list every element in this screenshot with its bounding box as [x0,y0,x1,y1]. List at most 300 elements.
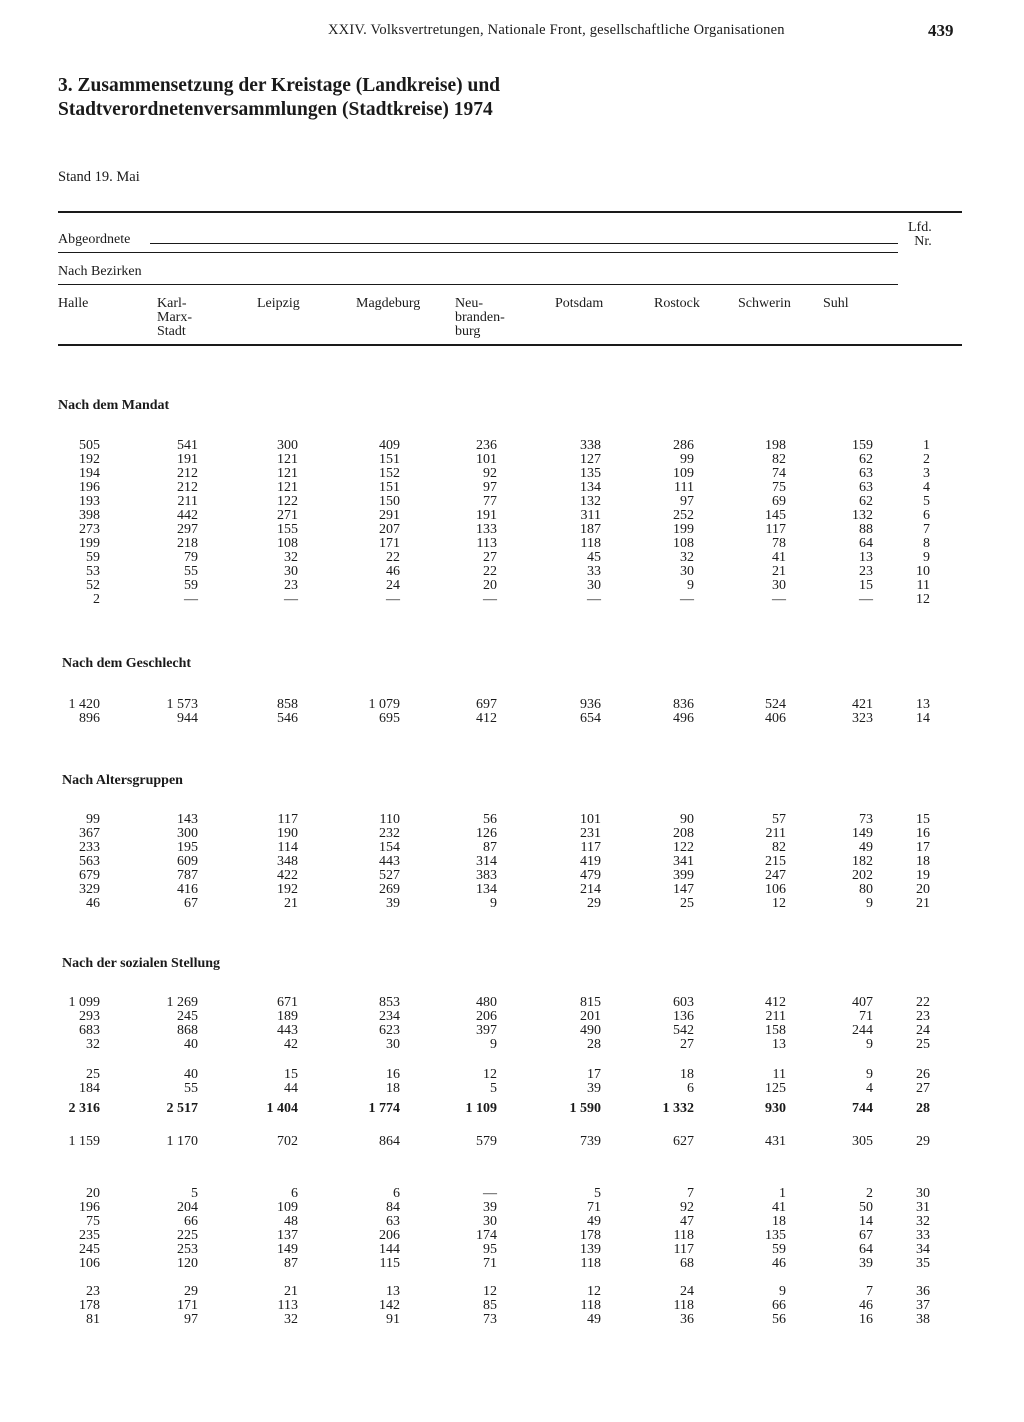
table-cell: 55 [184,1081,198,1096]
table-cell: 24 [386,578,400,593]
table-cell: 27 [483,550,497,565]
table-row [0,1102,1024,1116]
table-cell: — [680,592,694,607]
table-cell: 155 [277,522,298,537]
table-cell: 182 [852,854,873,869]
table-cell: 1 159 [68,1134,100,1149]
table-cell: 9 [779,1284,786,1299]
table-cell: 329 [79,882,100,897]
section-title: Nach dem Mandat [58,398,170,413]
table-cell: 118 [580,1298,601,1313]
table-row [0,827,1024,841]
table-cell: 18 [772,1214,786,1229]
table-cell: 20 [86,1186,100,1201]
table-cell: 744 [852,1101,873,1116]
table-cell: 5 [191,1186,198,1201]
table-cell: 253 [177,1242,198,1257]
lfd-nr-cell: 21 [916,896,930,911]
table-row [0,883,1024,897]
table-cell: 22 [483,564,497,579]
table-cell: 199 [79,536,100,551]
table-cell: — [284,592,298,607]
table-cell: 236 [476,438,497,453]
table-cell: 269 [379,882,400,897]
table-cell: 1 099 [68,995,100,1010]
table-cell: 11 [772,1067,786,1082]
table-cell: 106 [765,882,786,897]
table-cell: 151 [379,480,400,495]
table-cell: 30 [772,578,786,593]
table-cell: 28 [587,1037,601,1052]
table-cell: 235 [79,1228,100,1243]
table-cell: 150 [379,494,400,509]
lfd-nr-cell: 11 [916,578,930,593]
table-cell: 30 [483,1214,497,1229]
table-cell: 16 [386,1067,400,1082]
lfd-nr-cell: 23 [916,1009,930,1024]
table-cell: 117 [765,522,786,537]
table-cell: 23 [284,578,298,593]
table-cell: 134 [476,882,497,897]
lfd-nr-cell: 20 [916,882,930,897]
table-cell: 505 [79,438,100,453]
page-title-line-2: Stadtverordnetenversammlungen (Stadtkreise) 1974 [58,99,493,120]
table-cell: 36 [680,1312,694,1327]
table-cell: — [587,592,601,607]
table-cell: 122 [277,494,298,509]
table-cell: 63 [859,466,873,481]
column-header-line: Stadt [157,324,186,339]
table-row [0,1215,1024,1229]
table-cell: 683 [79,1023,100,1038]
table-cell: 50 [859,1200,873,1215]
table-cell: 199 [673,522,694,537]
column-header-line: Marx- [157,310,192,325]
lfd-nr-cell: 2 [923,452,930,467]
table-cell: 6 [291,1186,298,1201]
table-cell: 53 [86,564,100,579]
table-cell: 97 [483,480,497,495]
lfd-nr-cell: 35 [916,1256,930,1271]
lfd-nr-cell: 27 [916,1081,930,1096]
table-row [0,593,1024,607]
column-header [455,297,505,339]
table-row [0,855,1024,869]
table-cell: 15 [284,1067,298,1082]
table-cell: 75 [772,480,786,495]
table-cell: 1 269 [166,995,198,1010]
table-cell: 66 [772,1298,786,1313]
table-cell: 12 [587,1284,601,1299]
table-cell: 32 [284,1312,298,1327]
table-cell: 136 [673,1009,694,1024]
table-cell: 62 [859,452,873,467]
table-cell: 603 [673,995,694,1010]
table-cell: 178 [79,1298,100,1313]
table-cell: 214 [580,882,601,897]
lfd-nr-cell: 34 [916,1242,930,1257]
table-cell: 134 [580,480,601,495]
table-cell: 49 [859,840,873,855]
table-cell: 679 [79,868,100,883]
table-cell: 152 [379,466,400,481]
table-cell: 145 [765,508,786,523]
table-cell: 41 [772,1200,786,1215]
table-row [0,523,1024,537]
table-cell: 412 [765,995,786,1010]
lfd-nr-cell: 13 [916,697,930,712]
table-cell: 422 [277,868,298,883]
table-cell: 225 [177,1228,198,1243]
nr-label: Nr. [914,234,932,249]
column-header-line: burg [455,324,481,339]
bezirke-rule [58,284,898,285]
table-cell: 206 [476,1009,497,1024]
table-cell: 121 [277,480,298,495]
table-cell: 149 [852,826,873,841]
table-cell: 314 [476,854,497,869]
lfd-nr-cell: 1 [923,438,930,453]
table-cell: — [386,592,400,607]
table-cell: 79 [184,550,198,565]
table-cell: 42 [284,1037,298,1052]
table-cell: 82 [772,840,786,855]
column-header [555,297,603,311]
table-cell: 208 [673,826,694,841]
lfd-nr-cell: 30 [916,1186,930,1201]
lfd-nr-cell: 24 [916,1023,930,1038]
table-cell: 399 [673,868,694,883]
table-cell: 836 [673,697,694,712]
table-cell: 609 [177,854,198,869]
abgeordnete-rule [58,252,898,253]
table-cell: 416 [177,882,198,897]
table-cell: 300 [277,438,298,453]
lfd-nr-cell: 22 [916,995,930,1010]
table-cell: 397 [476,1023,497,1038]
table-cell: 30 [680,564,694,579]
table-cell: 46 [386,564,400,579]
table-cell: 15 [859,578,873,593]
lfd-nr-cell: 38 [916,1312,930,1327]
table-cell: 192 [79,452,100,467]
table-cell: 46 [86,896,100,911]
table-row [0,467,1024,481]
table-cell: 2 [866,1186,873,1201]
nach-bezirken-label: Nach Bezirken [58,264,142,279]
table-cell: 75 [86,1214,100,1229]
table-cell: 541 [177,438,198,453]
table-cell: 341 [673,854,694,869]
table-cell: 171 [177,1298,198,1313]
table-cell: 132 [852,508,873,523]
table-cell: 868 [177,1023,198,1038]
table-cell: 106 [79,1256,100,1271]
table-cell: 88 [859,522,873,537]
table-cell: 697 [476,697,497,712]
table-cell: 80 [859,882,873,897]
table-cell: 47 [680,1214,694,1229]
table-cell: 39 [859,1256,873,1271]
table-cell: 64 [859,1242,873,1257]
table-cell: 206 [379,1228,400,1243]
table-cell: 55 [184,564,198,579]
table-cell: 18 [680,1067,694,1082]
table-cell: 286 [673,438,694,453]
table-row [0,813,1024,827]
section-title: Nach der sozialen Stellung [62,956,221,971]
table-cell: 13 [859,550,873,565]
table-cell: 121 [277,466,298,481]
table-cell: 32 [86,1037,100,1052]
lfd-nr-cell: 19 [916,868,930,883]
table-cell: 244 [852,1023,873,1038]
table-cell: 563 [79,854,100,869]
table-cell: 23 [86,1284,100,1299]
table-row [0,495,1024,509]
table-cell: 21 [772,564,786,579]
table-cell: 2 316 [68,1101,100,1116]
table-cell: 204 [177,1200,198,1215]
table-cell: 527 [379,868,400,883]
table-cell: 33 [587,564,601,579]
column-header [58,297,88,311]
table-cell: 196 [79,1200,100,1215]
table-cell: 108 [277,536,298,551]
table-cell: 1 774 [368,1101,400,1116]
table-cell: 49 [587,1214,601,1229]
table-row [0,1201,1024,1215]
table-cell: 184 [79,1081,100,1096]
lfd-nr-cell: 16 [916,826,930,841]
table-cell: 1 079 [368,697,400,712]
table-cell: 193 [79,494,100,509]
table-cell: 71 [587,1200,601,1215]
table-cell: 383 [476,868,497,883]
lfd-nr-cell: 32 [916,1214,930,1229]
table-cell: 109 [277,1200,298,1215]
table-cell: 56 [483,812,497,827]
table-cell: 215 [765,854,786,869]
table-cell: 110 [379,812,400,827]
table-cell: 207 [379,522,400,537]
abgeordnete-label: Abgeordnete [58,232,131,247]
table-row [0,1299,1024,1313]
section-title: Nach Altersgruppen [62,773,183,788]
table-cell: 46 [859,1298,873,1313]
table-cell: 121 [277,452,298,467]
stand-date: Stand 19. Mai [58,169,140,185]
table-cell: 623 [379,1023,400,1038]
column-header-line: Schwerin [738,296,791,311]
table-cell: 32 [284,550,298,565]
lfd-nr-cell: 36 [916,1284,930,1299]
table-cell: 212 [177,466,198,481]
table-cell: 87 [284,1256,298,1271]
table-cell: 118 [673,1298,694,1313]
table-cell: 63 [859,480,873,495]
page-number: 439 [928,21,954,40]
table-row [0,1038,1024,1052]
table-cell: 12 [483,1067,497,1082]
table-cell: 490 [580,1023,601,1038]
column-header-line: Neu- [455,296,483,311]
table-cell: 143 [177,812,198,827]
table-cell: 101 [580,812,601,827]
table-cell: 151 [379,452,400,467]
table-cell: 114 [277,840,298,855]
table-cell: 56 [772,1312,786,1327]
table-cell: 9 [490,896,497,911]
table-cell: 211 [177,494,198,509]
table-cell: 7 [866,1284,873,1299]
table-cell: 30 [284,564,298,579]
table-cell: 125 [765,1081,786,1096]
table-cell: 16 [859,1312,873,1327]
table-cell: 135 [580,466,601,481]
table-cell: 398 [79,508,100,523]
table-cell: 9 [687,578,694,593]
table-cell: 122 [673,840,694,855]
table-cell: 9 [866,896,873,911]
table-cell: 99 [680,452,694,467]
lfd-nr-cell: 8 [923,536,930,551]
table-cell: 367 [79,826,100,841]
lfd-nr-cell: 29 [916,1134,930,1149]
table-cell: 479 [580,868,601,883]
column-header-line: branden- [455,310,505,325]
table-row [0,551,1024,565]
column-header-line: Magdeburg [356,296,421,311]
table-cell: 412 [476,711,497,726]
table-row [0,565,1024,579]
table-cell: 201 [580,1009,601,1024]
table-cell: 118 [580,536,601,551]
table-cell: 234 [379,1009,400,1024]
table-cell: 67 [859,1228,873,1243]
table-row [0,869,1024,883]
table-cell: 271 [277,508,298,523]
table-cell: 1 [779,1186,786,1201]
table-cell: 542 [673,1023,694,1038]
table-header-bottom-rule [58,344,962,346]
table-cell: 1 170 [166,1134,198,1149]
table-cell: 297 [177,522,198,537]
table-cell: 196 [79,480,100,495]
column-header-line: Halle [58,296,89,311]
lfd-nr-cell: 33 [916,1228,930,1243]
lfd-nr-cell: 14 [916,711,930,726]
lfd-nr-cell: 9 [923,550,930,565]
table-cell: 147 [673,882,694,897]
column-header [356,297,420,311]
table-cell: 442 [177,508,198,523]
table-cell: 191 [177,452,198,467]
lfd-nr-cell: 6 [923,508,930,523]
table-cell: 1 332 [662,1101,694,1116]
table-cell: — [184,592,198,607]
table-cell: 245 [177,1009,198,1024]
table-cell: 496 [673,711,694,726]
table-cell: 142 [379,1298,400,1313]
column-header-line: Potsdam [555,296,604,311]
table-cell: 90 [680,812,694,827]
table-cell: 77 [483,494,497,509]
table-cell: 300 [177,826,198,841]
table-cell: 113 [277,1298,298,1313]
table-cell: 44 [284,1081,298,1096]
table-cell: 118 [580,1256,601,1271]
table-cell: 17 [587,1067,601,1082]
table-cell: 218 [177,536,198,551]
table-cell: 407 [852,995,873,1010]
table-cell: 39 [483,1200,497,1215]
lfd-nr-cell: 12 [916,592,930,607]
table-cell: — [859,592,873,607]
table-cell: 409 [379,438,400,453]
table-cell: 59 [772,1242,786,1257]
running-header: XXIV. Volksvertretungen, Nationale Front, gesellschaftliche Organisationen [328,22,785,38]
table-cell: 22 [386,550,400,565]
table-cell: 71 [859,1009,873,1024]
lfd-nr-cell: 37 [916,1298,930,1313]
table-cell: 126 [476,826,497,841]
table-cell: 293 [79,1009,100,1024]
table-row [0,1024,1024,1038]
table-cell: 443 [379,854,400,869]
table-cell: 524 [765,697,786,712]
column-header-line: Leipzig [257,296,300,311]
table-cell: 191 [476,508,497,523]
table-cell: 5 [490,1081,497,1096]
table-cell: 579 [476,1134,497,1149]
table-cell: 127 [580,452,601,467]
table-cell: 627 [673,1134,694,1149]
table-cell: 29 [587,896,601,911]
table-cell: 1 109 [465,1101,497,1116]
abgeordnete-underline [150,243,898,244]
table-row [0,453,1024,467]
table-cell: 25 [680,896,694,911]
table-cell: 6 [687,1081,694,1096]
table-cell: 101 [476,452,497,467]
table-row [0,1082,1024,1096]
table-cell: 252 [673,508,694,523]
table-cell: 323 [852,711,873,726]
table-cell: 443 [277,1023,298,1038]
table-cell: 133 [476,522,497,537]
table-cell: 24 [680,1284,694,1299]
table-cell: 45 [587,550,601,565]
table-cell: 1 404 [266,1101,298,1116]
table-cell: 49 [587,1312,601,1327]
table-cell: 194 [79,466,100,481]
table-cell: — [483,1186,497,1201]
table-cell: 13 [772,1037,786,1052]
table-cell: 231 [580,826,601,841]
table-cell: 30 [386,1037,400,1052]
table-cell: 936 [580,697,601,712]
table-cell: 149 [277,1242,298,1257]
table-cell: 59 [184,578,198,593]
table-cell: 2 [93,592,100,607]
table-row [0,1285,1024,1299]
table-cell: 91 [386,1312,400,1327]
table-cell: 273 [79,522,100,537]
table-cell: 46 [772,1256,786,1271]
table-cell: 23 [859,564,873,579]
column-header [823,297,849,311]
